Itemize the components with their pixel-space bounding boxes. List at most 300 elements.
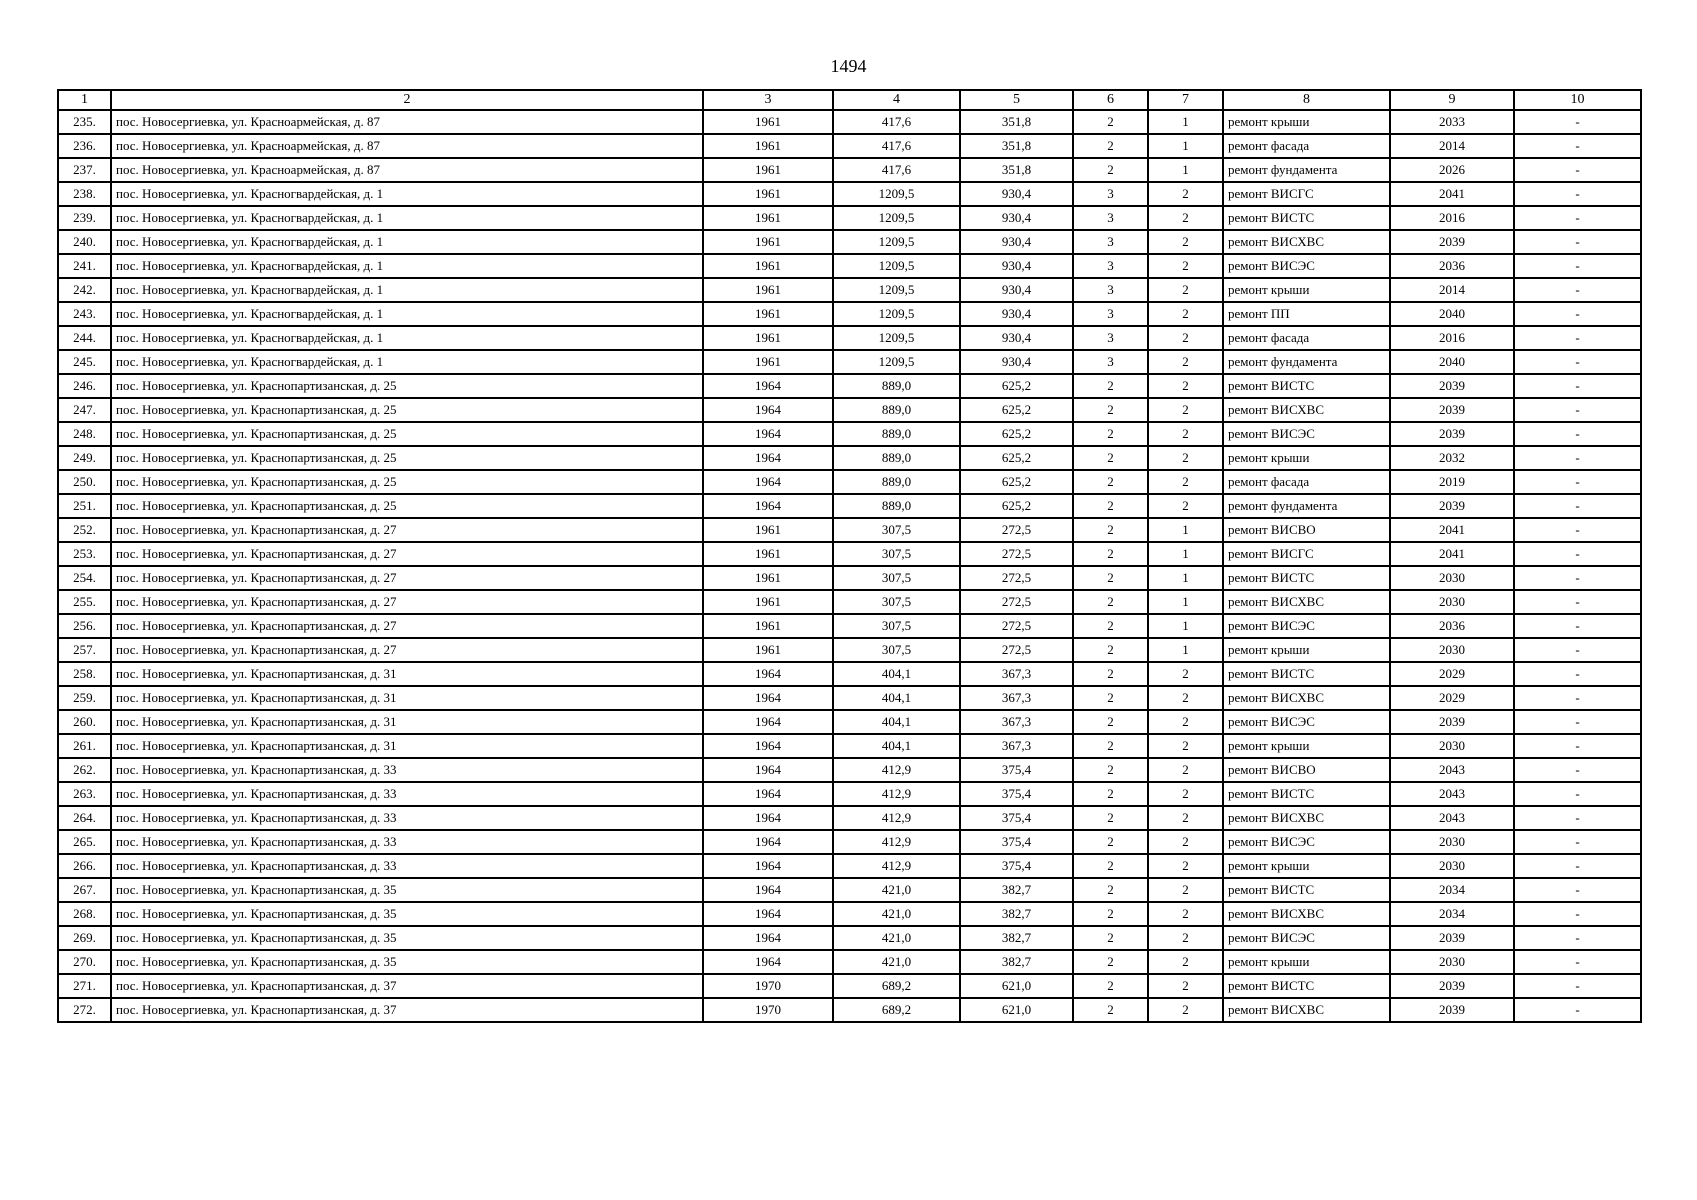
note-cell: - — [1514, 590, 1641, 614]
year-cell: 1964 — [703, 494, 833, 518]
year-cell: 1961 — [703, 206, 833, 230]
floors-cell: 2 — [1073, 926, 1148, 950]
planned-year-cell: 2040 — [1390, 302, 1514, 326]
floors-cell: 2 — [1073, 374, 1148, 398]
planned-year-cell: 2039 — [1390, 710, 1514, 734]
work-type-cell: ремонт крыши — [1223, 950, 1390, 974]
row-number-cell: 238. — [58, 182, 111, 206]
column-header: 1 — [58, 90, 111, 110]
row-number-cell: 236. — [58, 134, 111, 158]
year-cell: 1964 — [703, 950, 833, 974]
note-cell: - — [1514, 518, 1641, 542]
floors-cell: 2 — [1073, 446, 1148, 470]
column-header: 10 — [1514, 90, 1641, 110]
planned-year-cell: 2043 — [1390, 782, 1514, 806]
address-cell: пос. Новосергиевка, ул. Красногвардейская, д. 1 — [111, 326, 703, 350]
work-type-cell: ремонт ВИСТС — [1223, 974, 1390, 998]
total-area-cell: 889,0 — [833, 374, 960, 398]
table-row — [58, 662, 1641, 686]
header-row — [58, 90, 1641, 110]
row-number-cell: 253. — [58, 542, 111, 566]
note-cell: - — [1514, 758, 1641, 782]
entrances-cell: 2 — [1148, 974, 1223, 998]
total-area-cell: 412,9 — [833, 758, 960, 782]
planned-year-cell: 2043 — [1390, 806, 1514, 830]
row-number-cell: 266. — [58, 854, 111, 878]
entrances-cell: 2 — [1148, 422, 1223, 446]
note-cell: - — [1514, 182, 1641, 206]
note-cell: - — [1514, 494, 1641, 518]
planned-year-cell: 2039 — [1390, 398, 1514, 422]
planned-year-cell: 2030 — [1390, 638, 1514, 662]
floors-cell: 2 — [1073, 758, 1148, 782]
planned-year-cell: 2039 — [1390, 998, 1514, 1022]
year-cell: 1961 — [703, 302, 833, 326]
table-row — [58, 710, 1641, 734]
planned-year-cell: 2041 — [1390, 542, 1514, 566]
work-type-cell: ремонт ВИСТС — [1223, 566, 1390, 590]
living-area-cell: 382,7 — [960, 902, 1073, 926]
entrances-cell: 2 — [1148, 470, 1223, 494]
total-area-cell: 689,2 — [833, 998, 960, 1022]
table-row — [58, 326, 1641, 350]
note-cell: - — [1514, 302, 1641, 326]
row-number-cell: 268. — [58, 902, 111, 926]
note-cell: - — [1514, 470, 1641, 494]
entrances-cell: 2 — [1148, 326, 1223, 350]
living-area-cell: 625,2 — [960, 494, 1073, 518]
address-cell: пос. Новосергиевка, ул. Краснопартизанская, д. 27 — [111, 590, 703, 614]
year-cell: 1964 — [703, 878, 833, 902]
table-row — [58, 182, 1641, 206]
note-cell: - — [1514, 350, 1641, 374]
entrances-cell: 2 — [1148, 278, 1223, 302]
work-type-cell: ремонт фасада — [1223, 470, 1390, 494]
total-area-cell: 307,5 — [833, 590, 960, 614]
entrances-cell: 2 — [1148, 206, 1223, 230]
table-row — [58, 398, 1641, 422]
entrances-cell: 2 — [1148, 734, 1223, 758]
planned-year-cell: 2033 — [1390, 110, 1514, 134]
column-header: 6 — [1073, 90, 1148, 110]
living-area-cell: 930,4 — [960, 350, 1073, 374]
entrances-cell: 1 — [1148, 542, 1223, 566]
floors-cell: 3 — [1073, 230, 1148, 254]
total-area-cell: 1209,5 — [833, 206, 960, 230]
entrances-cell: 2 — [1148, 758, 1223, 782]
total-area-cell: 417,6 — [833, 110, 960, 134]
work-type-cell: ремонт ВИСТС — [1223, 878, 1390, 902]
work-type-cell: ремонт ВИСХВС — [1223, 590, 1390, 614]
table-row — [58, 422, 1641, 446]
table-row — [58, 542, 1641, 566]
entrances-cell: 1 — [1148, 158, 1223, 182]
row-number-cell: 252. — [58, 518, 111, 542]
address-cell: пос. Новосергиевка, ул. Краснопартизанская, д. 35 — [111, 878, 703, 902]
entrances-cell: 1 — [1148, 518, 1223, 542]
address-cell: пос. Новосергиевка, ул. Красногвардейская, д. 1 — [111, 302, 703, 326]
year-cell: 1961 — [703, 590, 833, 614]
address-cell: пос. Новосергиевка, ул. Краснопартизанская, д. 27 — [111, 518, 703, 542]
table-row — [58, 782, 1641, 806]
table-row — [58, 854, 1641, 878]
planned-year-cell: 2036 — [1390, 254, 1514, 278]
note-cell: - — [1514, 734, 1641, 758]
entrances-cell: 2 — [1148, 902, 1223, 926]
column-header: 9 — [1390, 90, 1514, 110]
living-area-cell: 382,7 — [960, 878, 1073, 902]
floors-cell: 3 — [1073, 254, 1148, 278]
work-type-cell: ремонт крыши — [1223, 638, 1390, 662]
total-area-cell: 404,1 — [833, 710, 960, 734]
note-cell: - — [1514, 854, 1641, 878]
note-cell: - — [1514, 230, 1641, 254]
address-cell: пос. Новосергиевка, ул. Краснопартизанская, д. 37 — [111, 974, 703, 998]
column-header: 2 — [111, 90, 703, 110]
living-area-cell: 930,4 — [960, 182, 1073, 206]
planned-year-cell: 2034 — [1390, 902, 1514, 926]
row-number-cell: 265. — [58, 830, 111, 854]
planned-year-cell: 2041 — [1390, 518, 1514, 542]
total-area-cell: 404,1 — [833, 662, 960, 686]
living-area-cell: 930,4 — [960, 230, 1073, 254]
table-row — [58, 686, 1641, 710]
total-area-cell: 1209,5 — [833, 278, 960, 302]
entrances-cell: 2 — [1148, 182, 1223, 206]
floors-cell: 3 — [1073, 206, 1148, 230]
floors-cell: 2 — [1073, 686, 1148, 710]
living-area-cell: 351,8 — [960, 134, 1073, 158]
table-row — [58, 158, 1641, 182]
address-cell: пос. Новосергиевка, ул. Краснопартизанская, д. 27 — [111, 638, 703, 662]
floors-cell: 3 — [1073, 278, 1148, 302]
entrances-cell: 2 — [1148, 710, 1223, 734]
living-area-cell: 367,3 — [960, 734, 1073, 758]
work-type-cell: ремонт ВИСГС — [1223, 542, 1390, 566]
year-cell: 1964 — [703, 806, 833, 830]
table-row — [58, 902, 1641, 926]
table-row — [58, 758, 1641, 782]
address-cell: пос. Новосергиевка, ул. Красногвардейская, д. 1 — [111, 230, 703, 254]
year-cell: 1964 — [703, 686, 833, 710]
total-area-cell: 1209,5 — [833, 230, 960, 254]
address-cell: пос. Новосергиевка, ул. Краснопартизанская, д. 25 — [111, 374, 703, 398]
table-row — [58, 566, 1641, 590]
entrances-cell: 2 — [1148, 398, 1223, 422]
planned-year-cell: 2041 — [1390, 182, 1514, 206]
work-type-cell: ремонт ВИСВО — [1223, 758, 1390, 782]
row-number-cell: 250. — [58, 470, 111, 494]
address-cell: пос. Новосергиевка, ул. Красноармейская, д. 87 — [111, 158, 703, 182]
year-cell: 1964 — [703, 422, 833, 446]
entrances-cell: 2 — [1148, 254, 1223, 278]
year-cell: 1961 — [703, 638, 833, 662]
table-row — [58, 950, 1641, 974]
entrances-cell: 2 — [1148, 662, 1223, 686]
column-header: 3 — [703, 90, 833, 110]
floors-cell: 2 — [1073, 830, 1148, 854]
total-area-cell: 1209,5 — [833, 326, 960, 350]
address-cell: пос. Новосергиевка, ул. Красногвардейская, д. 1 — [111, 278, 703, 302]
floors-cell: 3 — [1073, 302, 1148, 326]
planned-year-cell: 2029 — [1390, 686, 1514, 710]
note-cell: - — [1514, 926, 1641, 950]
table-row — [58, 734, 1641, 758]
floors-cell: 2 — [1073, 734, 1148, 758]
table-row — [58, 638, 1641, 662]
row-number-cell: 251. — [58, 494, 111, 518]
table-row — [58, 470, 1641, 494]
total-area-cell: 307,5 — [833, 566, 960, 590]
total-area-cell: 889,0 — [833, 446, 960, 470]
work-type-cell: ремонт фасада — [1223, 134, 1390, 158]
table-body — [58, 110, 1641, 1022]
planned-year-cell: 2014 — [1390, 278, 1514, 302]
table-row — [58, 878, 1641, 902]
address-cell: пос. Новосергиевка, ул. Краснопартизанская, д. 35 — [111, 950, 703, 974]
row-number-cell: 240. — [58, 230, 111, 254]
total-area-cell: 307,5 — [833, 518, 960, 542]
entrances-cell: 2 — [1148, 230, 1223, 254]
row-number-cell: 245. — [58, 350, 111, 374]
floors-cell: 3 — [1073, 326, 1148, 350]
year-cell: 1970 — [703, 974, 833, 998]
planned-year-cell: 2036 — [1390, 614, 1514, 638]
table-row — [58, 446, 1641, 470]
work-type-cell: ремонт ВИСХВС — [1223, 230, 1390, 254]
living-area-cell: 382,7 — [960, 926, 1073, 950]
year-cell: 1964 — [703, 398, 833, 422]
row-number-cell: 247. — [58, 398, 111, 422]
living-area-cell: 272,5 — [960, 518, 1073, 542]
row-number-cell: 262. — [58, 758, 111, 782]
entrances-cell: 2 — [1148, 854, 1223, 878]
year-cell: 1961 — [703, 158, 833, 182]
work-type-cell: ремонт ВИСЭС — [1223, 254, 1390, 278]
table-row — [58, 350, 1641, 374]
living-area-cell: 930,4 — [960, 254, 1073, 278]
year-cell: 1961 — [703, 566, 833, 590]
table-row — [58, 590, 1641, 614]
planned-year-cell: 2039 — [1390, 230, 1514, 254]
floors-cell: 2 — [1073, 494, 1148, 518]
planned-year-cell: 2029 — [1390, 662, 1514, 686]
living-area-cell: 382,7 — [960, 950, 1073, 974]
total-area-cell: 1209,5 — [833, 302, 960, 326]
table-row — [58, 302, 1641, 326]
living-area-cell: 367,3 — [960, 662, 1073, 686]
living-area-cell: 351,8 — [960, 158, 1073, 182]
living-area-cell: 351,8 — [960, 110, 1073, 134]
living-area-cell: 930,4 — [960, 278, 1073, 302]
row-number-cell: 258. — [58, 662, 111, 686]
living-area-cell: 930,4 — [960, 326, 1073, 350]
year-cell: 1961 — [703, 134, 833, 158]
note-cell: - — [1514, 998, 1641, 1022]
table-row — [58, 134, 1641, 158]
address-cell: пос. Новосергиевка, ул. Краснопартизанская, д. 31 — [111, 662, 703, 686]
floors-cell: 2 — [1073, 782, 1148, 806]
year-cell: 1964 — [703, 926, 833, 950]
floors-cell: 3 — [1073, 182, 1148, 206]
row-number-cell: 261. — [58, 734, 111, 758]
row-number-cell: 249. — [58, 446, 111, 470]
note-cell: - — [1514, 566, 1641, 590]
year-cell: 1961 — [703, 518, 833, 542]
entrances-cell: 2 — [1148, 782, 1223, 806]
row-number-cell: 259. — [58, 686, 111, 710]
total-area-cell: 307,5 — [833, 614, 960, 638]
work-type-cell: ремонт ВИСХВС — [1223, 902, 1390, 926]
row-number-cell: 235. — [58, 110, 111, 134]
address-cell: пос. Новосергиевка, ул. Красногвардейская, д. 1 — [111, 206, 703, 230]
column-header: 8 — [1223, 90, 1390, 110]
planned-year-cell: 2032 — [1390, 446, 1514, 470]
address-cell: пос. Новосергиевка, ул. Краснопартизанская, д. 31 — [111, 686, 703, 710]
note-cell: - — [1514, 878, 1641, 902]
year-cell: 1964 — [703, 734, 833, 758]
living-area-cell: 375,4 — [960, 758, 1073, 782]
table-row — [58, 206, 1641, 230]
total-area-cell: 1209,5 — [833, 254, 960, 278]
living-area-cell: 272,5 — [960, 614, 1073, 638]
row-number-cell: 257. — [58, 638, 111, 662]
note-cell: - — [1514, 278, 1641, 302]
total-area-cell: 417,6 — [833, 158, 960, 182]
floors-cell: 2 — [1073, 542, 1148, 566]
floors-cell: 2 — [1073, 710, 1148, 734]
address-cell: пос. Новосергиевка, ул. Краснопартизанская, д. 31 — [111, 710, 703, 734]
work-type-cell: ремонт ВИСХВС — [1223, 398, 1390, 422]
work-type-cell: ремонт ВИСХВС — [1223, 686, 1390, 710]
work-type-cell: ремонт ВИСТС — [1223, 206, 1390, 230]
table-row — [58, 254, 1641, 278]
address-cell: пос. Новосергиевка, ул. Красноармейская, д. 87 — [111, 110, 703, 134]
note-cell: - — [1514, 686, 1641, 710]
total-area-cell: 404,1 — [833, 686, 960, 710]
floors-cell: 3 — [1073, 350, 1148, 374]
year-cell: 1961 — [703, 542, 833, 566]
planned-year-cell: 2039 — [1390, 422, 1514, 446]
floors-cell: 2 — [1073, 398, 1148, 422]
row-number-cell: 271. — [58, 974, 111, 998]
note-cell: - — [1514, 326, 1641, 350]
total-area-cell: 889,0 — [833, 398, 960, 422]
floors-cell: 2 — [1073, 590, 1148, 614]
planned-year-cell: 2030 — [1390, 734, 1514, 758]
entrances-cell: 1 — [1148, 566, 1223, 590]
note-cell: - — [1514, 782, 1641, 806]
entrances-cell: 1 — [1148, 110, 1223, 134]
note-cell: - — [1514, 830, 1641, 854]
entrances-cell: 2 — [1148, 374, 1223, 398]
living-area-cell: 625,2 — [960, 470, 1073, 494]
year-cell: 1961 — [703, 182, 833, 206]
row-number-cell: 263. — [58, 782, 111, 806]
note-cell: - — [1514, 398, 1641, 422]
entrances-cell: 1 — [1148, 614, 1223, 638]
table-row — [58, 494, 1641, 518]
work-type-cell: ремонт ВИСТС — [1223, 662, 1390, 686]
total-area-cell: 689,2 — [833, 974, 960, 998]
table-row — [58, 998, 1641, 1022]
page-number: 1494 — [830, 56, 867, 76]
living-area-cell: 272,5 — [960, 590, 1073, 614]
year-cell: 1961 — [703, 326, 833, 350]
address-cell: пос. Новосергиевка, ул. Краснопартизанская, д. 33 — [111, 806, 703, 830]
work-type-cell: ремонт ВИСТС — [1223, 782, 1390, 806]
floors-cell: 2 — [1073, 614, 1148, 638]
note-cell: - — [1514, 950, 1641, 974]
table-row — [58, 374, 1641, 398]
floors-cell: 2 — [1073, 950, 1148, 974]
living-area-cell: 621,0 — [960, 974, 1073, 998]
table-row — [58, 518, 1641, 542]
living-area-cell: 272,5 — [960, 566, 1073, 590]
total-area-cell: 889,0 — [833, 494, 960, 518]
work-type-cell: ремонт крыши — [1223, 278, 1390, 302]
row-number-cell: 248. — [58, 422, 111, 446]
total-area-cell: 1209,5 — [833, 350, 960, 374]
floors-cell: 2 — [1073, 518, 1148, 542]
note-cell: - — [1514, 902, 1641, 926]
entrances-cell: 2 — [1148, 350, 1223, 374]
living-area-cell: 625,2 — [960, 422, 1073, 446]
note-cell: - — [1514, 158, 1641, 182]
table-row — [58, 110, 1641, 134]
address-cell: пос. Новосергиевка, ул. Краснопартизанская, д. 27 — [111, 542, 703, 566]
row-number-cell: 239. — [58, 206, 111, 230]
planned-year-cell: 2039 — [1390, 974, 1514, 998]
address-cell: пос. Новосергиевка, ул. Красногвардейская, д. 1 — [111, 350, 703, 374]
living-area-cell: 375,4 — [960, 806, 1073, 830]
entrances-cell: 1 — [1148, 134, 1223, 158]
entrances-cell: 2 — [1148, 806, 1223, 830]
note-cell: - — [1514, 446, 1641, 470]
row-number-cell: 272. — [58, 998, 111, 1022]
living-area-cell: 367,3 — [960, 686, 1073, 710]
note-cell: - — [1514, 662, 1641, 686]
row-number-cell: 264. — [58, 806, 111, 830]
note-cell: - — [1514, 806, 1641, 830]
address-cell: пос. Новосергиевка, ул. Краснопартизанская, д. 33 — [111, 758, 703, 782]
living-area-cell: 625,2 — [960, 446, 1073, 470]
entrances-cell: 2 — [1148, 686, 1223, 710]
address-cell: пос. Новосергиевка, ул. Краснопартизанская, д. 27 — [111, 566, 703, 590]
repair-schedule-table — [57, 89, 1642, 1023]
table-row — [58, 278, 1641, 302]
total-area-cell: 417,6 — [833, 134, 960, 158]
year-cell: 1970 — [703, 998, 833, 1022]
living-area-cell: 272,5 — [960, 638, 1073, 662]
row-number-cell: 256. — [58, 614, 111, 638]
work-type-cell: ремонт крыши — [1223, 446, 1390, 470]
row-number-cell: 246. — [58, 374, 111, 398]
floors-cell: 2 — [1073, 878, 1148, 902]
address-cell: пос. Новосергиевка, ул. Краснопартизанская, д. 31 — [111, 734, 703, 758]
work-type-cell: ремонт ВИСЭС — [1223, 710, 1390, 734]
note-cell: - — [1514, 422, 1641, 446]
note-cell: - — [1514, 206, 1641, 230]
living-area-cell: 930,4 — [960, 302, 1073, 326]
floors-cell: 2 — [1073, 902, 1148, 926]
note-cell: - — [1514, 542, 1641, 566]
row-number-cell: 237. — [58, 158, 111, 182]
floors-cell: 2 — [1073, 566, 1148, 590]
work-type-cell: ремонт ПП — [1223, 302, 1390, 326]
planned-year-cell: 2016 — [1390, 206, 1514, 230]
year-cell: 1961 — [703, 254, 833, 278]
